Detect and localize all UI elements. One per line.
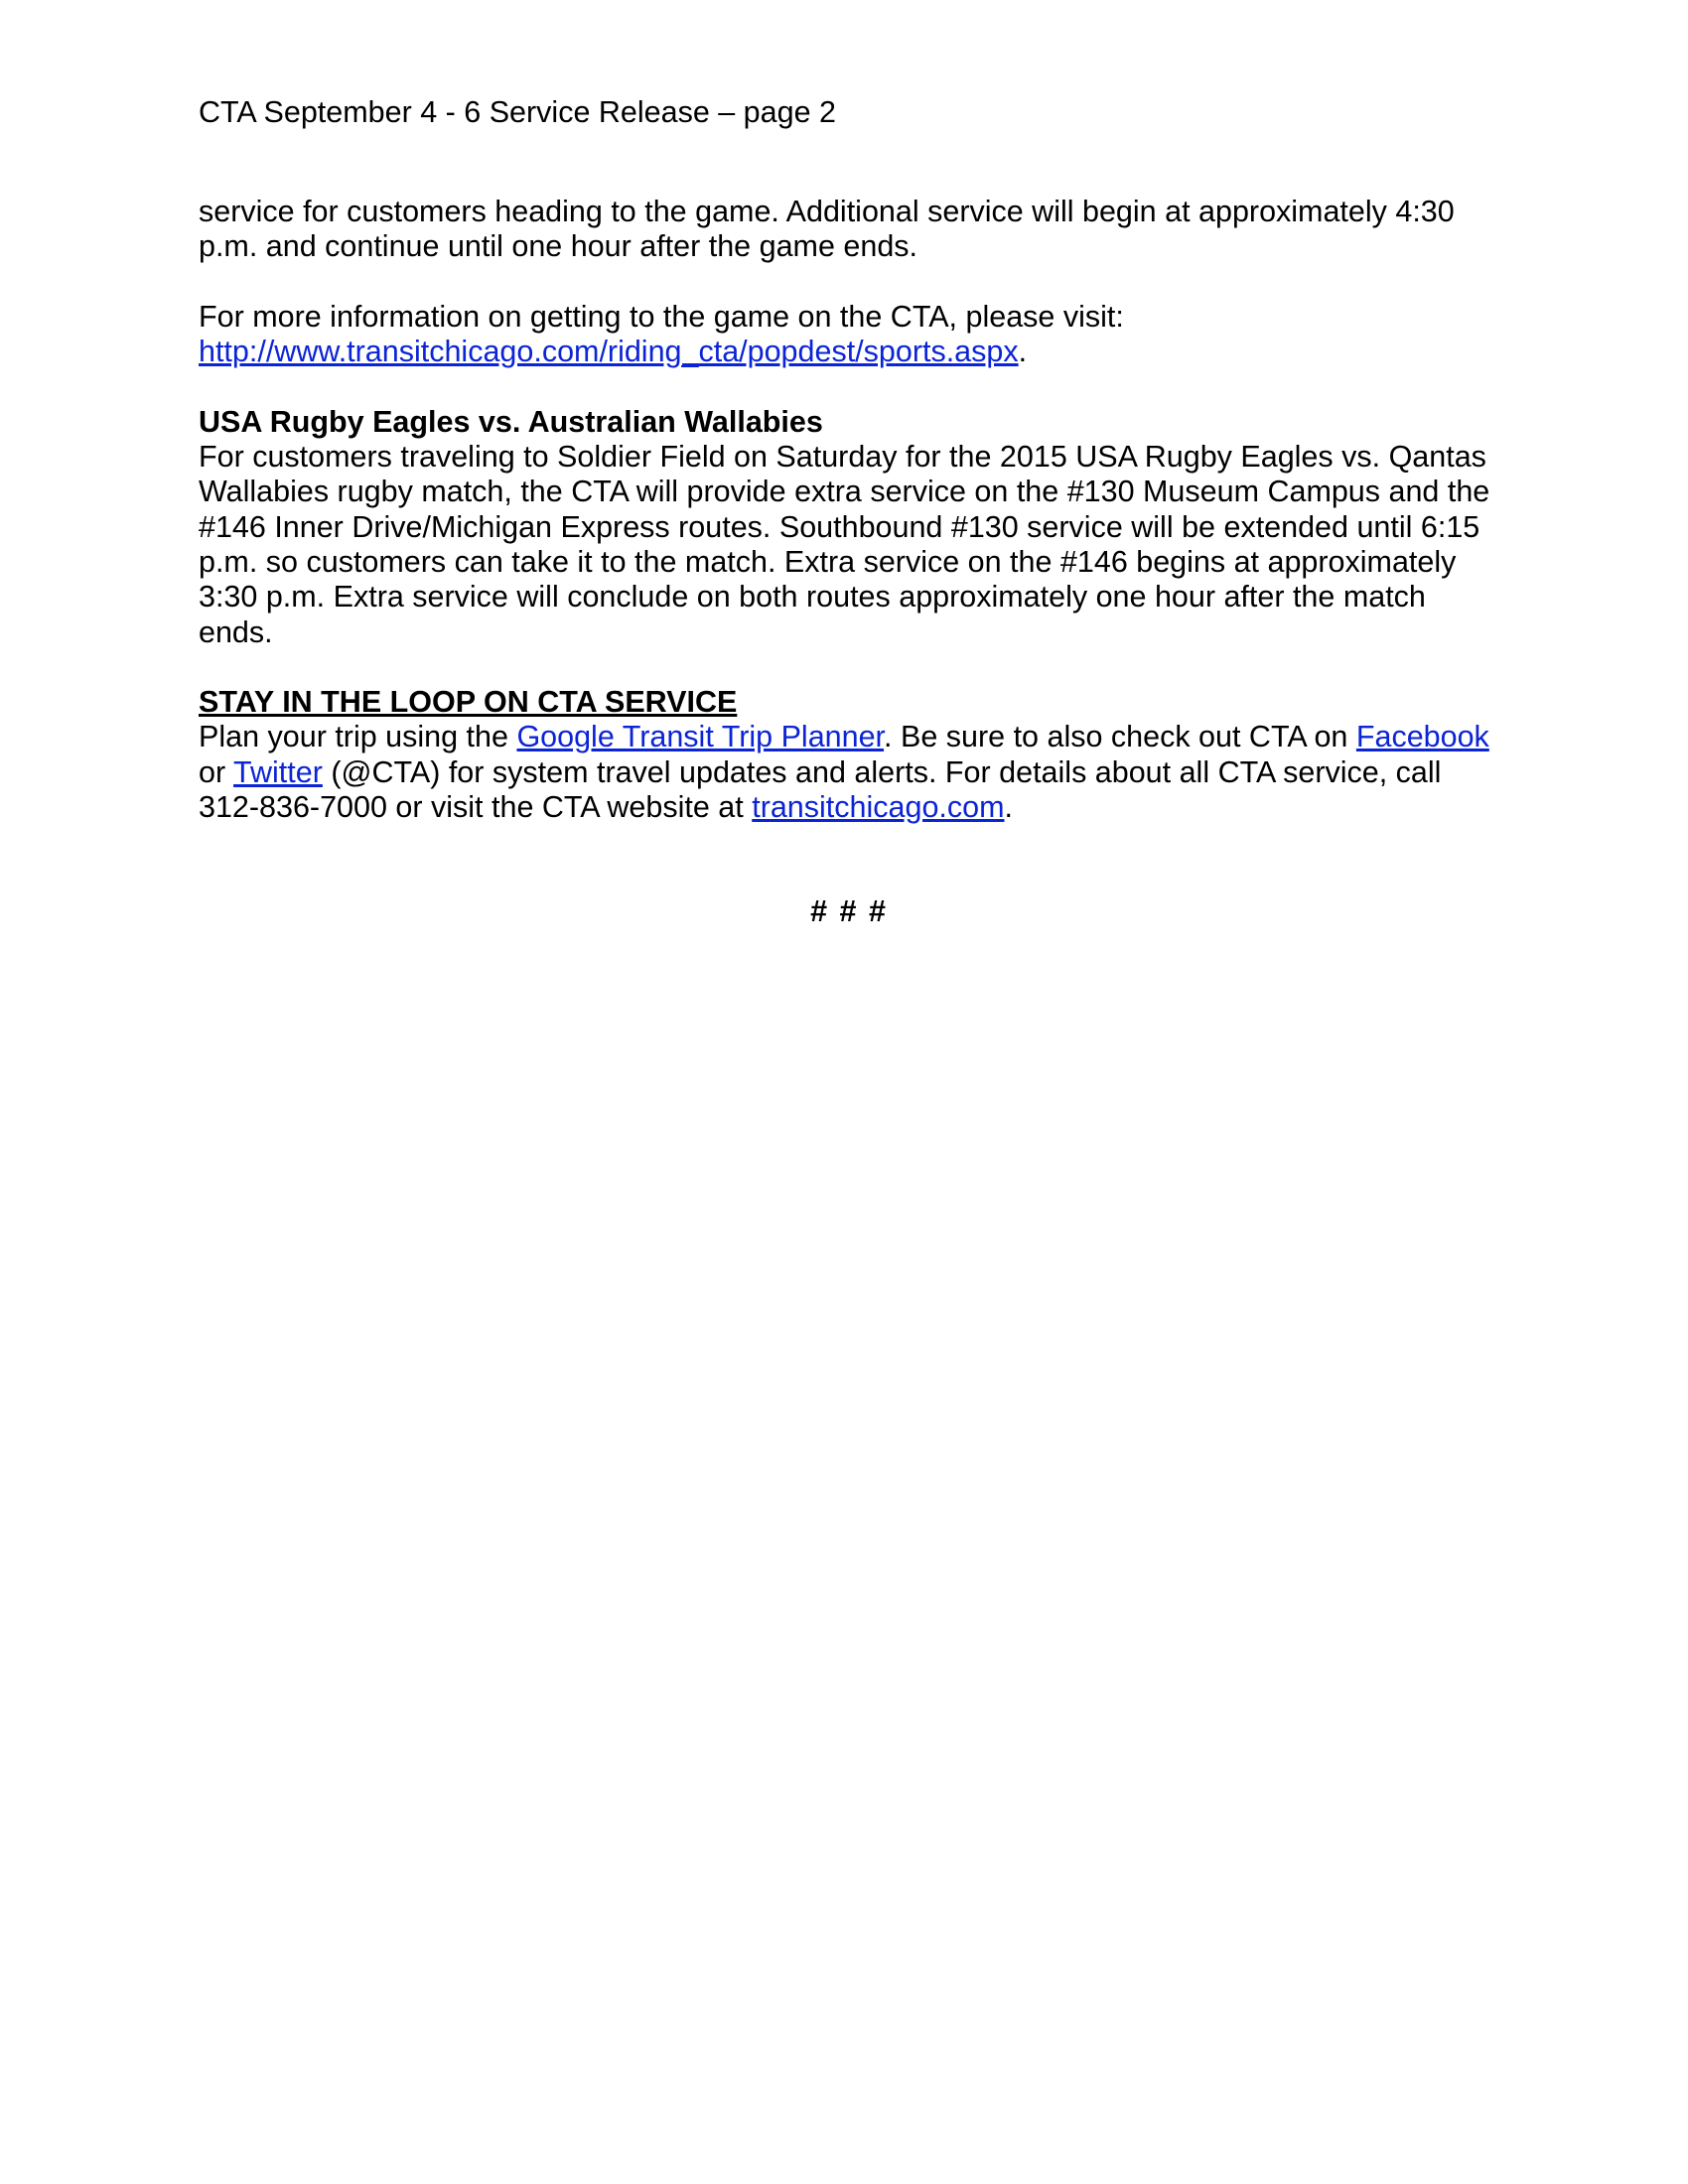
more-info-text: For more information on getting to the game on the CTA, please visit: bbox=[199, 299, 1124, 334]
loop-text-1: Plan your trip using the bbox=[199, 720, 517, 754]
stay-in-loop-heading: STAY IN THE LOOP ON CTA SERVICE bbox=[199, 685, 738, 720]
end-of-release-mark: # # # bbox=[810, 894, 888, 929]
facebook-link[interactable]: Facebook bbox=[1355, 720, 1489, 754]
loop-text-2: . Be sure to also check out CTA on bbox=[884, 720, 1356, 754]
more-info-period: . bbox=[1018, 335, 1028, 369]
spacer bbox=[199, 369, 1499, 404]
spacer bbox=[199, 265, 1499, 300]
document-page bbox=[199, 95, 1499, 930]
loop-text-5: . bbox=[1004, 790, 1013, 825]
trip-planner-link[interactable]: Google Transit Trip Planner bbox=[516, 720, 885, 754]
loop-text-3: or bbox=[199, 754, 234, 789]
rugby-heading: USA Rugby Eagles vs. Australian Wallabies bbox=[199, 404, 823, 439]
stay-in-loop-paragraph bbox=[199, 720, 1499, 825]
sports-page-link[interactable]: http://www.transitchicago.com/riding_cta/popdest/sports.aspx bbox=[199, 335, 1019, 369]
rugby-paragraph: For customers traveling to Soldier Field on Saturday for the 2015 USA Rugby Eagles vs. Qantas Wallabies rugby match, the CTA will provide extra service on the #130 Museum Campus and the #146 Inner Drive/Michigan Express routes. Southbound #130 service will be extended until 6:15 p.m. so customers can take it to the match. Extra service on the #146 begins at approximately 3:30 p.m. Extra service will conclude on both routes approximately one hour after the match ends. bbox=[199, 440, 1490, 649]
loop-text-4: (@CTA) for system travel updates and alerts. For details about all CTA service, call 312-836-7000 or visit the CTA website at bbox=[199, 754, 1442, 825]
page-header: CTA September 4 - 6 Service Release – page 2 bbox=[199, 95, 836, 129]
spacer bbox=[199, 130, 1499, 195]
paragraph-game-service: service for customers heading to the game. Additional service will begin at approximately 4:30 p.m. and continue until one hour after the game ends. bbox=[199, 195, 1455, 264]
twitter-link[interactable]: Twitter bbox=[233, 754, 323, 789]
paragraph-more-info bbox=[199, 300, 1499, 370]
spacer bbox=[199, 825, 1499, 894]
spacer bbox=[199, 650, 1499, 685]
cta-website-link[interactable]: transitchicago.com bbox=[752, 790, 1005, 825]
